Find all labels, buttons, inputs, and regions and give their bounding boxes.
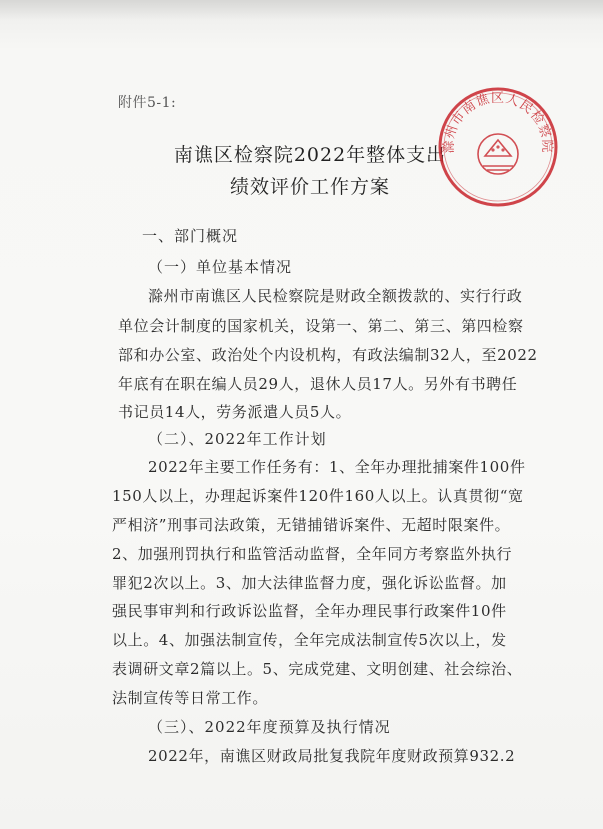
paragraph-1-line-4: 年底有在职在编人员29人，退休人员17人。另外有书聘任: [118, 375, 518, 393]
paragraph-3-line-1: 2022年，南谯区财政局批复我院年度财政预算932.2: [148, 747, 516, 765]
paragraph-2-line-4: 2、加强刑罚执行和监管活动监督，全年同方考察监外执行: [112, 545, 513, 563]
paragraph-1-line-1: 滁州市南谯区人民检察院是财政全额拨款的、实行行政: [148, 287, 523, 305]
document-title-line-2: 绩效评价工作方案: [229, 176, 390, 198]
paragraph-1-line-5: 书记员14人，劳务派遣人员5人。: [118, 403, 352, 421]
paragraph-2-line-6: 强民事审判和行政诉讼监督，全年办理民事行政案件10件: [112, 602, 507, 620]
paragraph-2-line-7: 以上。4、加强法制宣传，全年完成法制宣传5次以上，发: [112, 631, 507, 649]
official-seal: [435, 84, 561, 210]
paragraph-1-line-2: 单位会计制度的国家机关，设第一、第二、第三、第四检察: [118, 317, 524, 335]
document-title-line-1: 南谯区检察院2022年整体支出: [173, 144, 447, 166]
subsection-heading-1: （一）单位基本情况: [148, 258, 293, 276]
paragraph-2-line-5: 罪犯2次以上。3、加大法律监督力度，强化诉讼监督。加: [112, 574, 507, 592]
seal-text: 滁州市南谯区人民检察院: [441, 91, 555, 154]
scan-edge-shadow: [0, 0, 603, 20]
paragraph-1-line-3: 部和办公室、政治处个内设机构，有政法编制32人，至2022: [118, 346, 538, 364]
subsection-heading-2: （二）、2022年工作计划: [148, 430, 327, 448]
paragraph-2-line-3: 严相济”刑事司法政策，无错捕错诉案件、无超时限案件。: [112, 516, 511, 534]
paragraph-2-line-2: 150人以上，办理起诉案件120件160人以上。认真贯彻“宽: [112, 487, 524, 505]
paragraph-2-line-1: 2022年主要工作任务有：1、全年办理批捕案件100件: [148, 458, 526, 476]
paragraph-2-line-8: 表调研文章2篇以上。5、完成党建、文明创建、社会综治、: [112, 660, 523, 678]
attachment-label: 附件5-1:: [118, 95, 177, 111]
paragraph-2-line-9: 法制宣传等日常工作。: [112, 689, 269, 707]
section-heading-1: 一、部门概况: [142, 227, 239, 245]
subsection-heading-3: （三）、2022年度预算及执行情况: [148, 718, 391, 736]
svg-text:滁州市南谯区人民检察院: [442, 91, 554, 154]
